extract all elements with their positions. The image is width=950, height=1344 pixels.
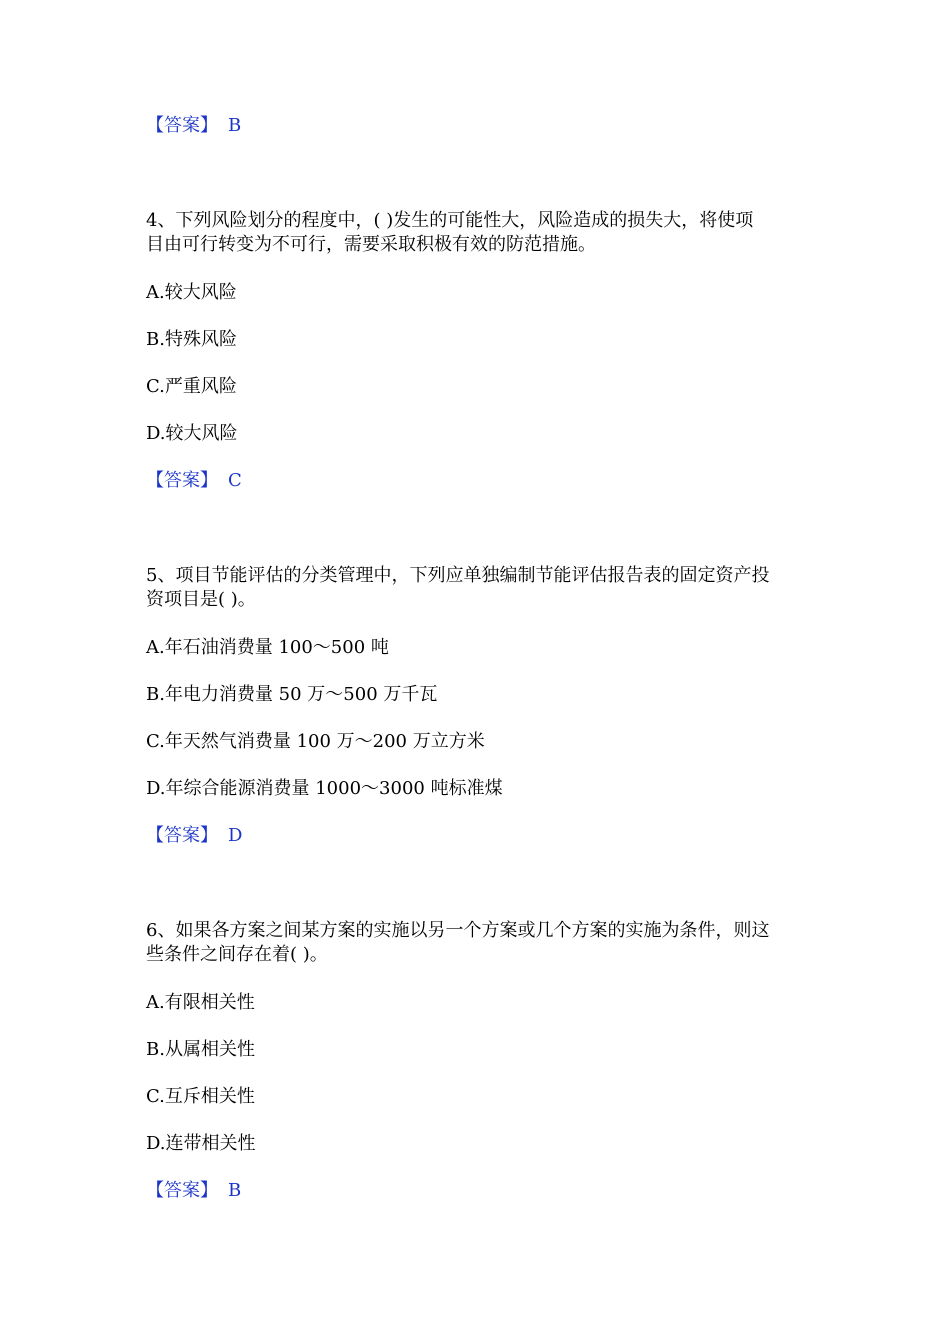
question-5-option-d: D.年综合能源消费量 1000～3000 吨标准煤 — [146, 778, 503, 799]
question-6-option-d: D.连带相关性 — [146, 1133, 256, 1154]
answer-value: D — [228, 825, 243, 846]
answer-label: 【答案】 — [146, 115, 218, 136]
answer-line-6 — [146, 1179, 241, 1203]
question-4-option-c: C.严重风险 — [146, 376, 237, 397]
question-4-line-2: 目由可行转变为不可行，需要采取积极有效的防范措施。 — [146, 234, 596, 255]
question-6-option-b: B.从属相关性 — [146, 1039, 255, 1060]
question-4-option-b: B.特殊风险 — [146, 329, 237, 350]
question-5-line-1: 5、项目节能评估的分类管理中，下列应单独编制节能评估报告表的固定资产投 — [146, 565, 770, 586]
question-5-option-b: B.年电力消费量 50 万～500 万千瓦 — [146, 684, 438, 705]
answer-label: 【答案】 — [146, 470, 218, 491]
answer-line-prev — [146, 114, 241, 138]
question-4-option-a: A.较大风险 — [146, 282, 237, 303]
question-5 — [146, 564, 810, 612]
question-4-option-d: D.较大风险 — [146, 423, 238, 444]
question-4 — [146, 209, 810, 257]
answer-value: C — [228, 470, 242, 491]
question-6-line-2: 些条件之间存在着( )。 — [146, 944, 328, 965]
question-5-option-c: C.年天然气消费量 100 万～200 万立方米 — [146, 731, 485, 752]
answer-value: B — [228, 1180, 242, 1201]
answer-label: 【答案】 — [146, 1180, 218, 1201]
question-6 — [146, 919, 810, 967]
question-5-option-a: A.年石油消费量 100～500 吨 — [146, 637, 389, 658]
question-4-line-1: 4、下列风险划分的程度中，( )发生的可能性大，风险造成的损失大，将使项 — [146, 210, 754, 231]
question-5-line-2: 资项目是( )。 — [146, 589, 256, 610]
answer-line-4 — [146, 469, 242, 493]
question-6-option-c: C.互斥相关性 — [146, 1086, 255, 1107]
question-6-line-1: 6、如果各方案之间某方案的实施以另一个方案或几个方案的实施为条件，则这 — [146, 920, 770, 941]
answer-line-5 — [146, 824, 242, 848]
answer-value: B — [228, 115, 242, 136]
answer-label: 【答案】 — [146, 825, 218, 846]
question-6-option-a: A.有限相关性 — [146, 992, 255, 1013]
